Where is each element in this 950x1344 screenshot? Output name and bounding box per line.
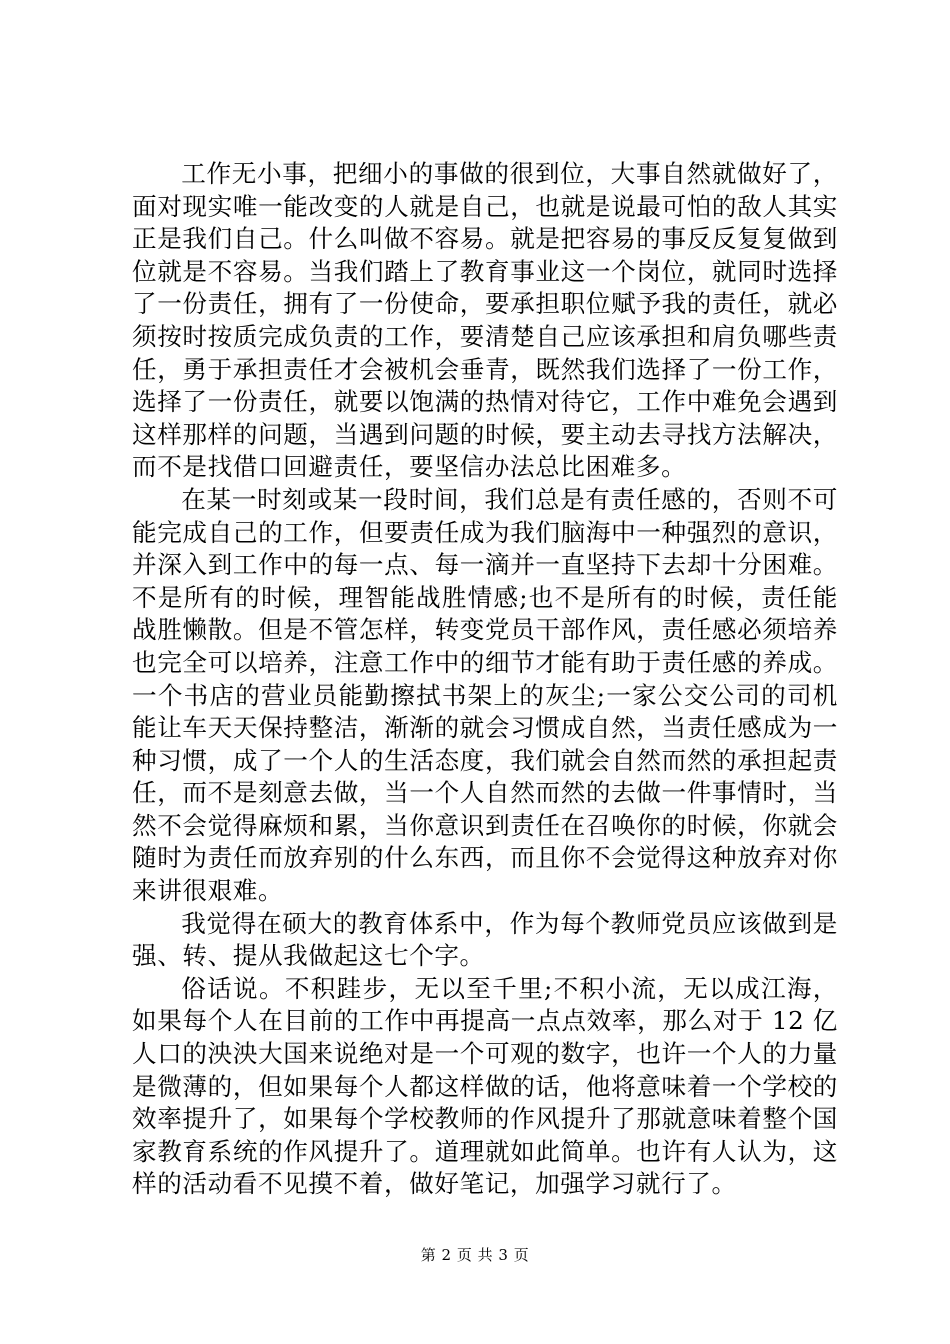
paragraph-3: 我觉得在硕大的教育体系中，作为每个教师党员应该做到是强、转、提从我做起这七个字。 <box>132 908 838 971</box>
paragraph-4: 俗话说。不积跬步，无以至千里;不积小流，无以成江海，如果每个人在目前的工作中再提高一点点效率，那么对于 12 亿人口的泱泱大国来说绝对是一个可观的数字，也许一个人的力量是微薄的，但如果每个人都这样做的话，他将意味着一个学校的效率提升了，如果每个学校教师的作风提升了那就意味着整个国家教育系统的作风提升了。道理就如此简单。也许有人认为，这样的活动看不见摸不着，做好笔记，加强学习就行了。 <box>132 973 838 1199</box>
paragraph-1: 工作无小事，把细小的事做的很到位，大事自然就做好了，面对现实唯一能改变的人就是自己，也就是说最可怕的敌人其实正是我们自己。什么叫做不容易。就是把容易的事反反复复做到位就是不容易。当我们踏上了教育事业这一个岗位，就同时选择了一份责任，拥有了一份使命，要承担职位赋予我的责任，就必须按时按质完成负责的工作，要清楚自己应该承担和肩负哪些责任，勇于承担责任才会被机会垂青，既然我们选择了一份工作，选择了一份责任，就要以饱满的热情对待它，工作中难免会遇到这样那样的问题，当遇到问题的时候，要主动去寻找方法解决，而不是找借口回避责任，要坚信办法总比困难多。 <box>132 159 838 482</box>
page-number: 第 2 页 共 3 页 <box>420 1246 530 1264</box>
paragraph-2: 在某一时刻或某一段时间，我们总是有责任感的，否则不可能完成自己的工作，但要责任成为我们脑海中一种强烈的意识，并深入到工作中的每一点、每一滴并一直坚持下去却十分困难。不是所有的时候，理智能战胜情感;也不是所有的时候，责任能战胜懒散。但是不管怎样，转变党员干部作风，责任感必须培养也完全可以培养，注意工作中的细节才能有助于责任感的养成。一个书店的营业员能勤擦拭书架上的灰尘;一家公交公司的司机能让车天天保持整洁，渐渐的就会习惯成自然，当责任感成为一种习惯，成了一个人的生活态度，我们就会自然而然的承担起责任，而不是刻意去做，当一个人自然而然的去做一件事情时，当然不会觉得麻烦和累，当你意识到责任在召唤你的时候，你就会随时为责任而放弃别的什么东西，而且你不会觉得这种放弃对你来讲很艰难。 <box>132 484 838 906</box>
page-footer <box>0 1245 950 1265</box>
document-body <box>132 158 838 1201</box>
